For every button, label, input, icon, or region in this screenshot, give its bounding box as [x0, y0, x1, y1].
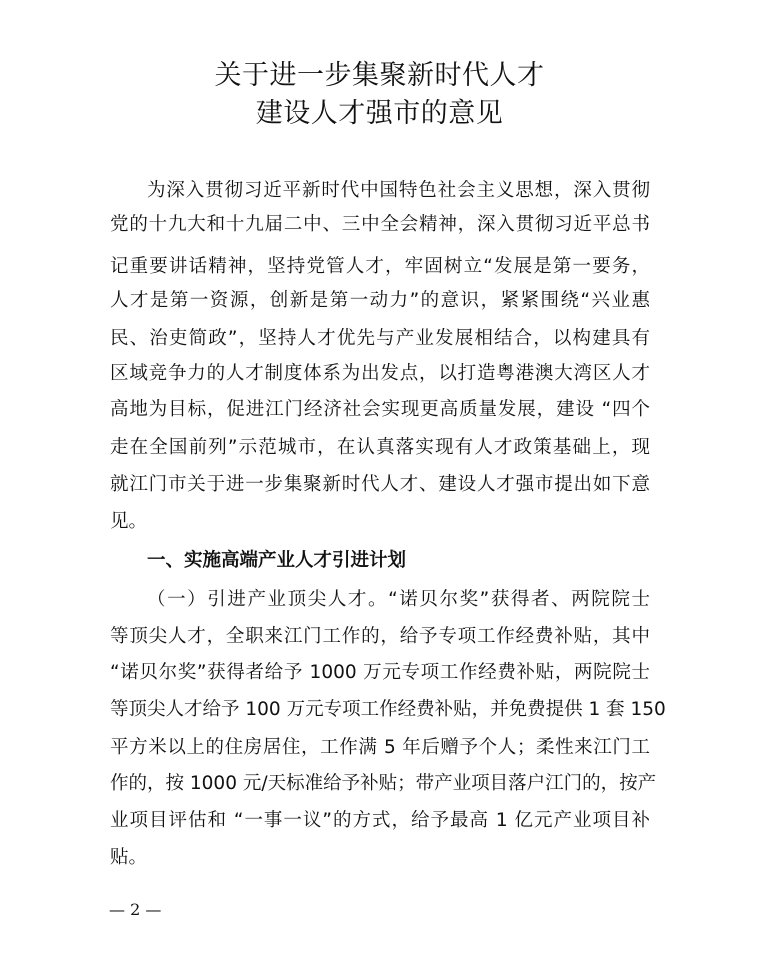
- page-number: — 2 —: [109, 900, 162, 919]
- intro-line-5: 民、治吏简政”，坚持人才优先与产业发展相结合，以构建具有: [110, 328, 650, 349]
- item1-line-5: 平方米以上的住房居住，工作满 5 年后赠予个人；柔性来江门工: [110, 737, 650, 758]
- document-title-line-1: 关于进一步集聚新时代人才: [214, 60, 545, 91]
- intro-line-4: 人才是第一资源，创新是第一动力”的意识，紧紧围绕“兴业惠: [110, 290, 650, 311]
- intro-line-3: 记重要讲话精神，坚持党管人才，牢固树立“发展是第一要务，: [110, 256, 650, 277]
- item1-line-8: 贴。: [110, 847, 148, 868]
- intro-line-10: 见。: [110, 511, 148, 532]
- document-title-line-2: 建设人才强市的意见: [255, 98, 504, 129]
- item1-line-7: 业项目评估和 “一事一议”的方式，给予最高 1 亿元产业项目补: [110, 810, 650, 831]
- intro-line-1: 为深入贯彻习近平新时代中国特色社会主义思想，深入贯彻: [147, 180, 650, 201]
- item1-line-3: “诺贝尔奖”获得者给予 1000 万元专项工作经费补贴，两院院士: [110, 662, 650, 683]
- item1-line-1: （一）引进产业顶尖人才。“诺贝尔奖”获得者、两院院士: [147, 589, 650, 610]
- intro-line-8: 走在全国前列”示范城市，在认真落实现有人才政策基础上，现: [110, 437, 650, 458]
- intro-line-7: 高地为目标，促进江门经济社会实现更高质量发展，建设 “四个: [110, 399, 650, 420]
- intro-line-6: 区域竞争力的人才制度体系为出发点，以打造粤港澳大湾区人才: [110, 363, 650, 384]
- item1-line-2: 等顶尖人才，全职来江门工作的，给予专项工作经费补贴，其中: [110, 626, 650, 647]
- item1-line-6: 作的，按 1000 元/天标准给予补贴；带产业项目落户江门的，按产: [110, 773, 657, 794]
- intro-line-2: 党的十九大和十九届二中、三中全会精神，深入贯彻习近平总书: [110, 214, 650, 235]
- section-heading: 一、实施高端产业人才引进计划: [147, 550, 407, 571]
- intro-line-9: 就江门市关于进一步集聚新时代人才、建设人才强市提出如下意: [110, 474, 650, 495]
- item1-line-4: 等顶尖人才给予 100 万元专项工作经费补贴，并免费提供 1 套 150: [110, 699, 666, 720]
